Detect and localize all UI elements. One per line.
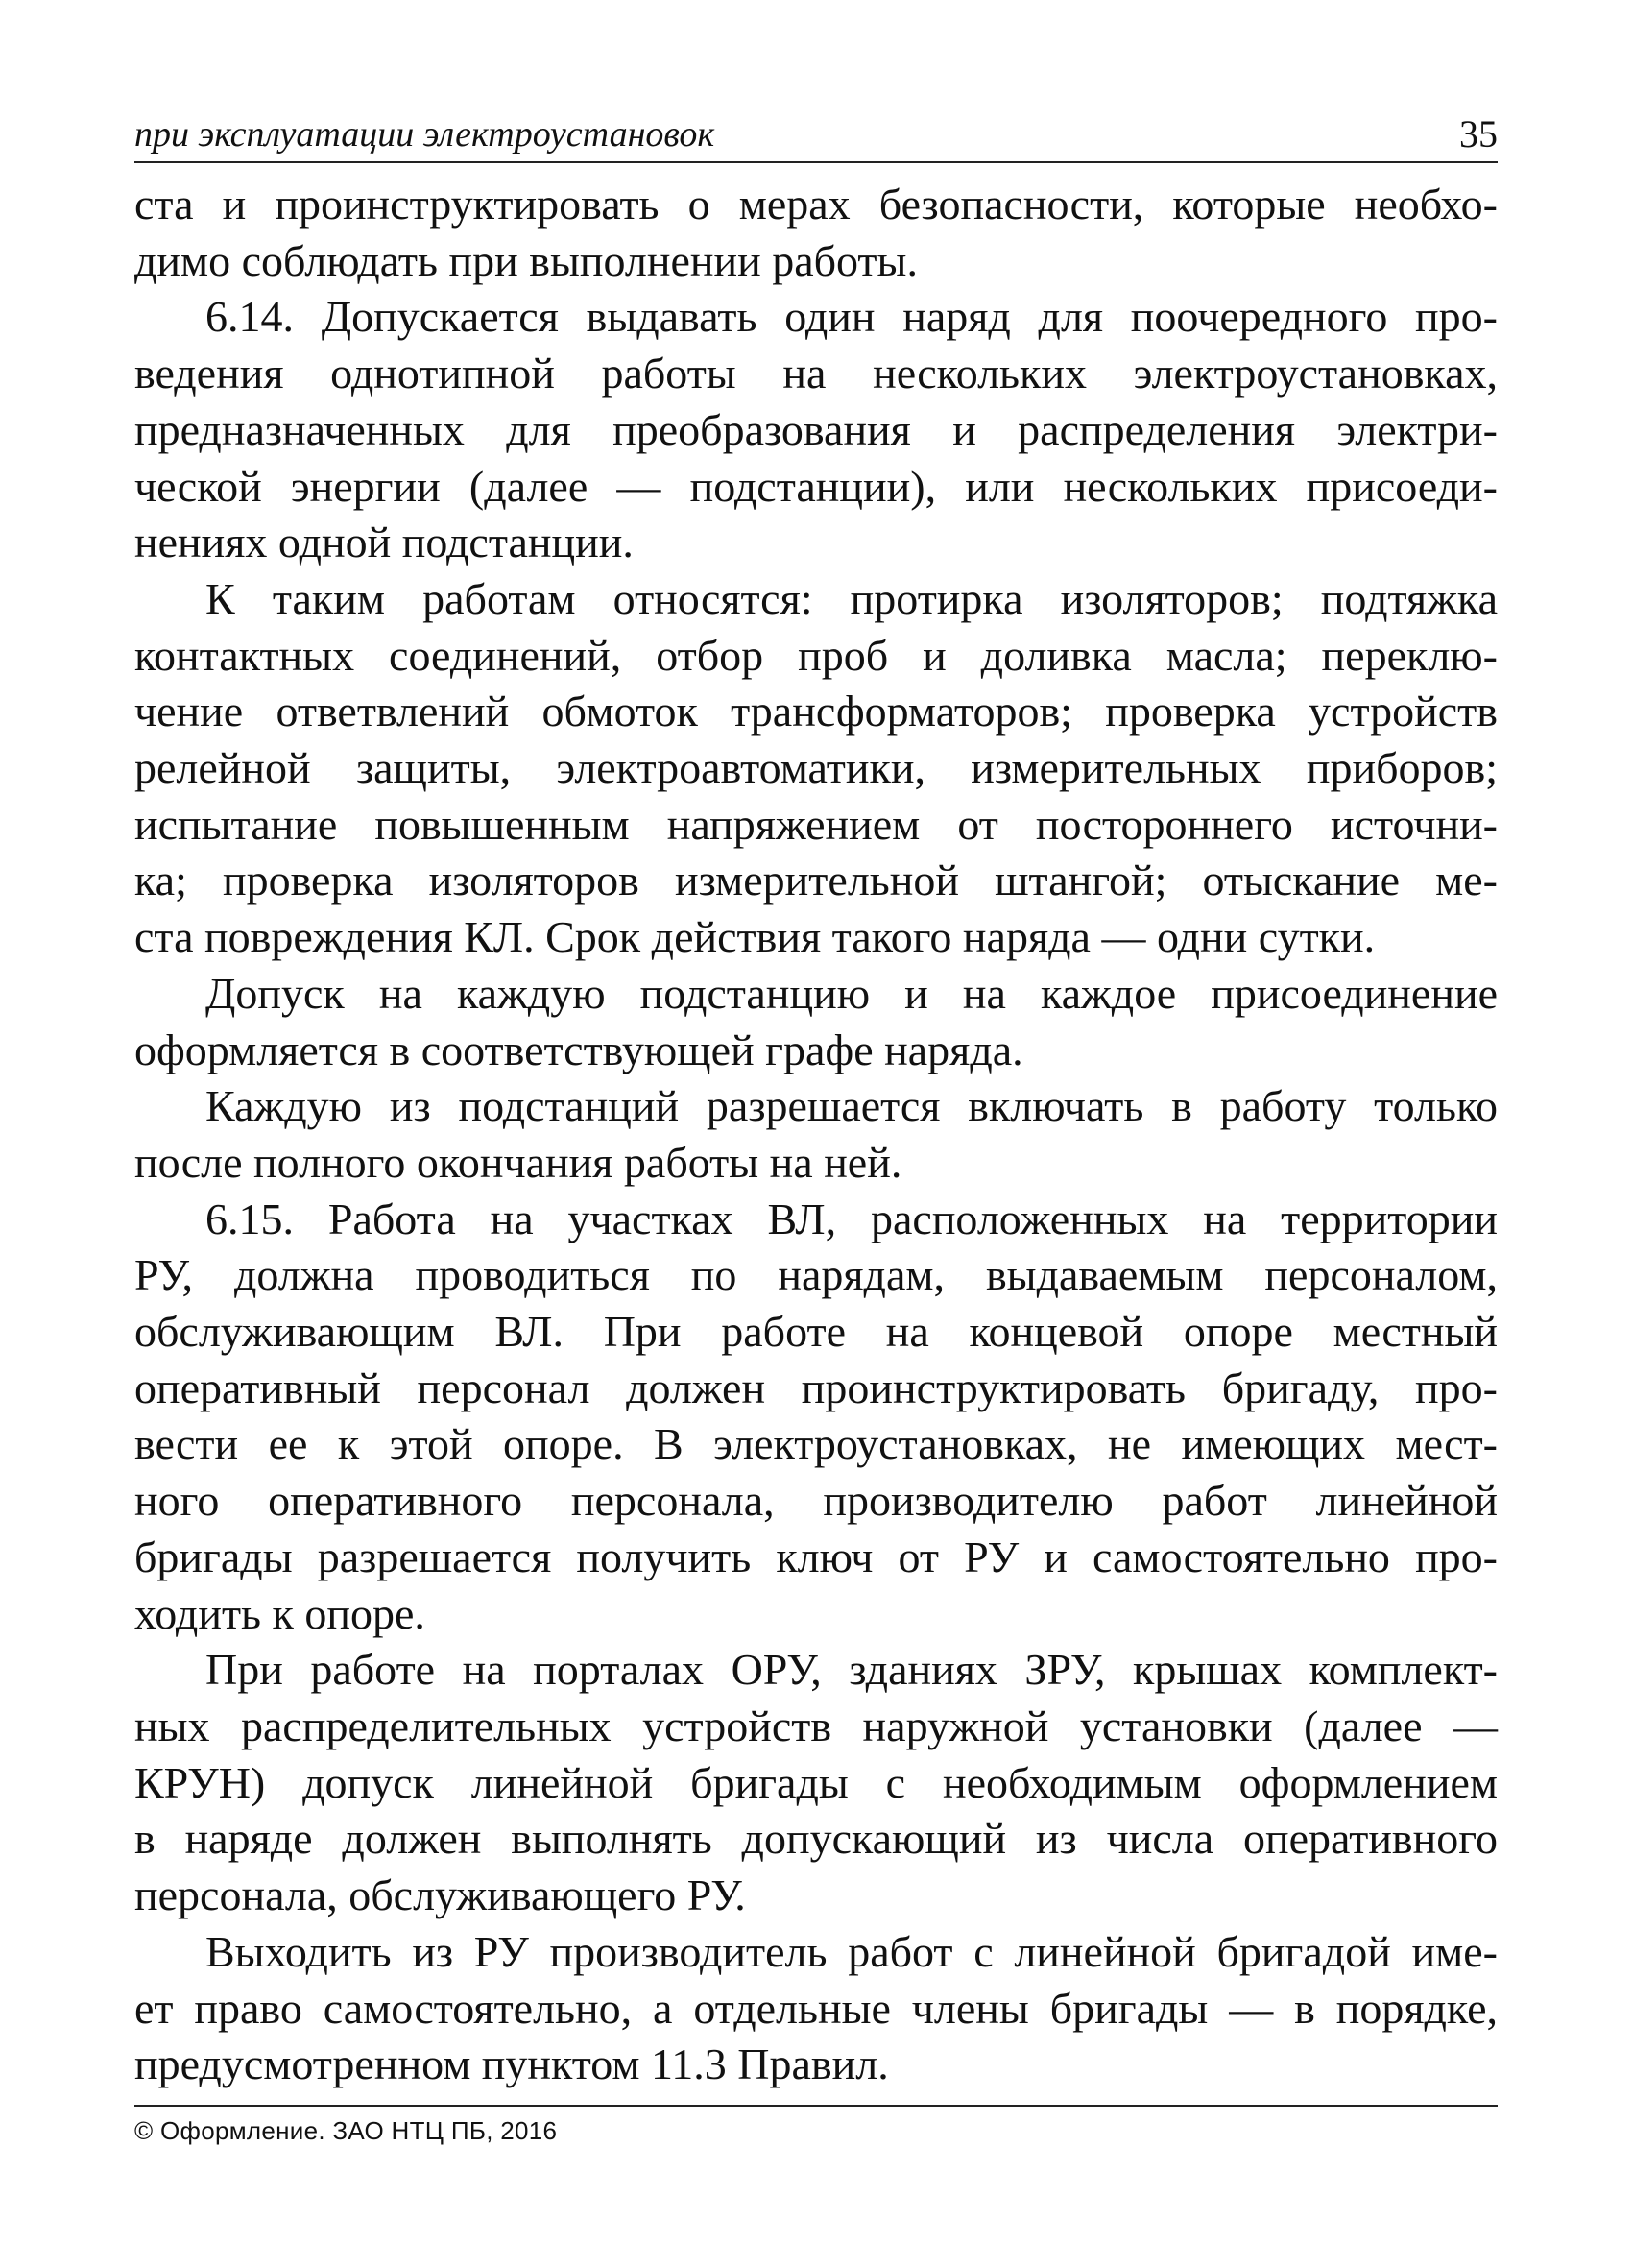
text-line: предназначенных для преобразования и распределения электри- [134, 404, 1498, 454]
copyright-notice: © Оформление. ЗАО НТЦ ПБ, 2016 [134, 2116, 558, 2145]
body-text [134, 177, 1498, 2093]
text-line: ходить к опоре. [134, 1588, 425, 1638]
text-line: 6.15. Работа на участках ВЛ, расположенных на территории [205, 1194, 1498, 1243]
text-line: КРУН) допуск линейной бригады с необходимым оформлением [134, 1757, 1498, 1807]
paragraph [134, 1078, 1498, 1191]
text-line: Каждую из подстанций разрешается включать в работу только [205, 1081, 1498, 1131]
text-line: предусмотренном пунктом 11.3 Правил. [134, 2039, 889, 2089]
paragraph [134, 1924, 1498, 2093]
text-line: нениях одной подстанции. [134, 518, 634, 567]
text-line: 6.14. Допускается выдавать один наряд для поочередного про- [205, 292, 1498, 342]
book-page [134, 113, 1498, 2178]
paragraph [134, 177, 1498, 289]
text-line: после полного окончания работы на ней. [134, 1137, 902, 1187]
text-line: Допуск на каждую подстанцию и на каждое присоединение [205, 968, 1498, 1018]
paragraph [134, 571, 1498, 966]
text-line: ных распределительных устройств наружной установки (далее — [134, 1701, 1498, 1750]
paragraph [134, 1192, 1498, 1643]
text-line: в наряде должен выполнять допускающий из числа оперативного [134, 1814, 1498, 1864]
text-line: чение ответвлений обмоток трансформаторов; проверка устройств [134, 687, 1498, 736]
text-line: бригады разрешается получить ключ от РУ и самостоятельно про- [134, 1532, 1498, 1581]
text-line: ка; проверка изоляторов измерительной штангой; отыскание ме- [134, 856, 1498, 905]
text-line: оперативный персонал должен проинструктировать бригаду, про- [134, 1363, 1498, 1412]
text-line: ет право самостоятельно, а отдельные члены бригады — в порядке, [134, 1983, 1498, 2033]
text-line: димо соблюдать при выполнении работы. [134, 235, 918, 285]
text-line: персонала, обслуживающего РУ. [134, 1870, 746, 1920]
text-line: оформляется в соответствующей графе наряда. [134, 1025, 1023, 1074]
text-line: релейной защиты, электроавтоматики, измерительных приборов; [134, 743, 1498, 793]
text-line: К таким работам относятся: протирка изоляторов; подтяжка [205, 573, 1498, 623]
text-line: испытание повышенным напряжением от постороннего источни- [134, 799, 1498, 849]
paragraph [134, 966, 1498, 1078]
footer-divider [134, 2105, 1498, 2107]
text-line: ста и проинструктировать о мерах безопасности, которые необхо- [134, 180, 1498, 229]
text-line: При работе на порталах ОРУ, зданиях ЗРУ, крышах комплект- [205, 1645, 1498, 1695]
text-line: РУ, должна проводиться по нарядам, выдаваемым персоналом, [134, 1250, 1498, 1300]
text-line: вести ее к этой опоре. В электроустановках, не имеющих мест- [134, 1419, 1498, 1469]
text-line: ведения однотипной работы на нескольких электроустановках, [134, 349, 1498, 398]
running-title: при эксплуатации электроустановок [134, 114, 715, 156]
paragraph [134, 1642, 1498, 1924]
text-line: ческой энергии (далее — подстанции), или нескольких присоеди- [134, 461, 1498, 511]
running-header [134, 113, 1498, 163]
text-line: контактных соединений, отбор проб и доливка масла; переклю- [134, 630, 1498, 680]
text-line: Выходить из РУ производитель работ с линейной бригадой име- [205, 1926, 1498, 1976]
text-line: ста повреждения КЛ. Срок действия такого наряда — одни сутки. [134, 912, 1376, 962]
paragraph [134, 289, 1498, 571]
text-line: обслуживающим ВЛ. При работе на концевой опоре местный [134, 1307, 1498, 1357]
text-line: ного оперативного персонала, производителю работ линейной [134, 1476, 1498, 1526]
page-number: 35 [1459, 112, 1498, 156]
